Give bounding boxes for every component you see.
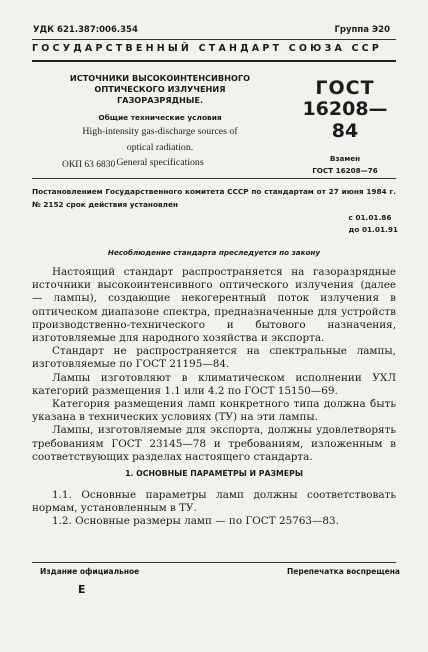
validity-from: с 01.01.86 (348, 213, 392, 222)
header-rule-bottom (32, 60, 396, 62)
title-en-line2: optical radiation. (126, 141, 194, 153)
clause-1-2: 1.2. Основные размеры ламп — по ГОСТ 25763—83. (52, 515, 339, 528)
paragraph: Лампы, изготовляемые для экспорта, должны удовлетворять требованиям ГОСТ 23145—78 и требованиям, изложенным в соответствующих разделах настоящего стандарта. (32, 424, 396, 463)
gost-block (290, 78, 400, 175)
paragraph: Категория размещения ламп конкретного типа должна быть указана в технических условиях (ТУ) на эти лампы. (32, 398, 396, 424)
document-title-block (60, 73, 260, 169)
paragraph: Лампы изготовляют в климатическом исполнении УХЛ категорий размещения 1.1 или 4.2 по ГОСТ 15150—69. (32, 371, 396, 397)
header-rule-top (32, 39, 396, 40)
title-ru-line2: ОПТИЧЕСКОГО ИЗЛУЧЕНИЯ ГАЗОРАЗРЯДНЫЕ. (94, 84, 226, 105)
intro-body (32, 266, 396, 464)
title-en-line3: General specifications (116, 157, 204, 168)
gost-number: 16208—84 (302, 98, 388, 142)
gost-label: ГОСТ (315, 77, 375, 99)
okp-code: ОКП 63 6830 (62, 160, 116, 170)
replaces-number: ГОСТ 16208—76 (312, 166, 378, 175)
edition-mark: E (78, 583, 86, 596)
replaces-label: Взамен (329, 154, 361, 163)
validity-dates (349, 212, 398, 236)
clause-1-1: 1.1. Основные параметры ламп должны соответствовать нормам, установленным в ТУ. (32, 489, 396, 515)
paragraph: Стандарт не распространяется на спектральные лампы, изготовляемые по ГОСТ 21195—84. (32, 345, 396, 371)
footer-rule (32, 562, 396, 563)
paragraph: Настоящий стандарт распространяется на газоразрядные источники высокоинтенсивного оптического излучения (далее — лампы), создающие некогерентный поток излучения в оптическом диапазоне спектра, предназначенные для устройств производственно-технического и бытового назначения, изготовляемые для народного хозяйства и экспорта. (32, 266, 396, 345)
section-1-body (32, 489, 396, 529)
group-code: Группа Э20 (334, 25, 390, 35)
section-1-title: 1. ОСНОВНЫЕ ПАРАМЕТРЫ И РАЗМЕРЫ (125, 469, 303, 478)
title-ru-line1: ИСТОЧНИКИ ВЫСОКОИНТЕНСИВНОГО (69, 73, 251, 83)
title-ru-subtitle: Общие технические условия (98, 113, 222, 122)
official-edition-label: Издание официальное (40, 567, 140, 576)
decree-text: Постановлением Государственного комитета СССР по стандартам от 27 июня 1984 г. № 2152 срок действия установлен (32, 187, 396, 209)
title-en-line1: High-intensity gas-discharge sources of (82, 126, 238, 137)
udk-code: УДК 621.387:006.354 (33, 25, 138, 35)
law-notice: Несоблюдение стандарта преследуется по закону (107, 248, 321, 257)
validity-to: до 01.01.91 (348, 225, 398, 234)
reprint-prohibited-label: Перепечатка воспрещена (286, 567, 400, 576)
decree-rule (32, 178, 396, 179)
standard-title: ГОСУДАРСТВЕННЫЙ СТАНДАРТ СОЮЗА ССР (32, 43, 383, 54)
